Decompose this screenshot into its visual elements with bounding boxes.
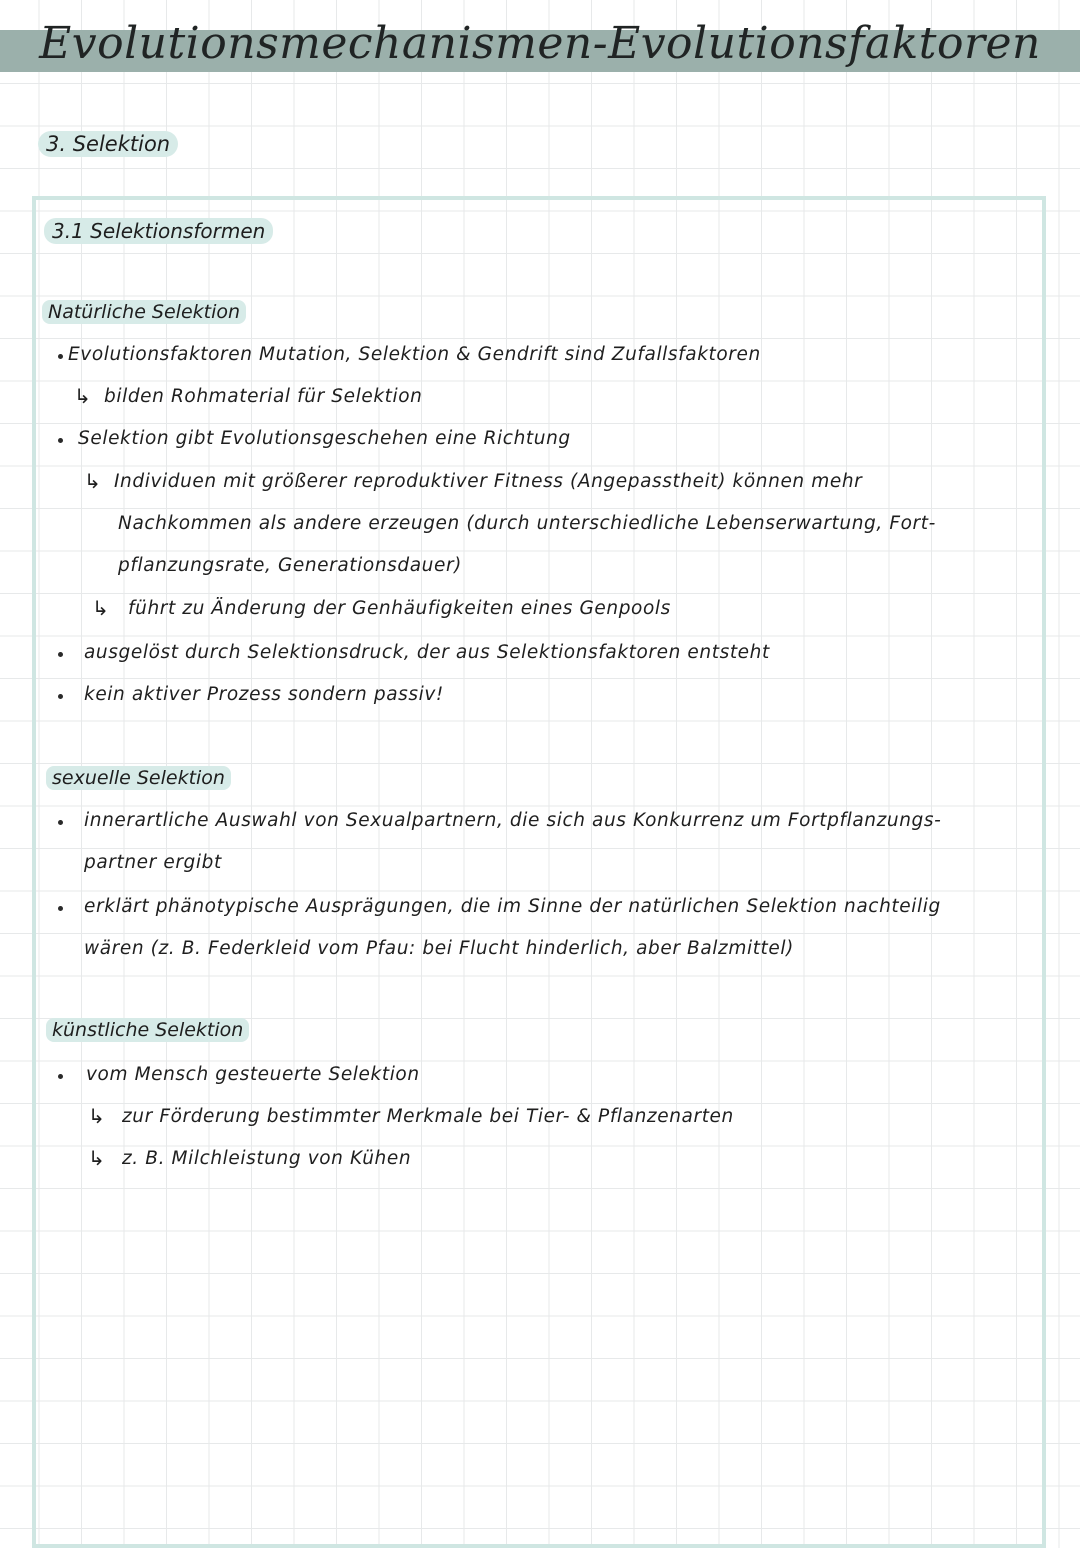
natural-bullet-2-sub-2: führt zu Änderung der Genhäufigkeiten eines Genpools xyxy=(128,598,671,619)
artificial-bullet-1-sub-2: z. B. Milchleistung von Kühen xyxy=(122,1148,412,1169)
arrow-icon: ↳ xyxy=(74,384,91,408)
natural-bullet-2-sub-1-line-1: Individuen mit größerer reproduktiver Fitness (Angepasstheit) können mehr xyxy=(114,471,863,492)
natural-bullet-2-sub-1-line-3: pflanzungsrate, Generationsdauer) xyxy=(118,555,462,576)
arrow-icon: ↳ xyxy=(84,469,101,493)
bullet xyxy=(58,906,63,911)
natural-bullet-3: ausgelöst durch Selektionsdruck, der aus Selektionsfaktoren entsteht xyxy=(84,642,770,663)
sexual-bullet-2-line-2: wären (z. B. Federkleid vom Pfau: bei Flucht hinderlich, aber Balzmittel) xyxy=(84,938,794,959)
page-title: Evolutionsmechanismen-Evolutionsfaktoren xyxy=(39,18,1041,69)
natural-bullet-4: kein aktiver Prozess sondern passiv! xyxy=(84,684,444,705)
sexual-bullet-1-line-2: partner ergibt xyxy=(84,852,222,873)
bullet xyxy=(58,1074,63,1079)
natural-bullet-1-sub-1: bilden Rohmaterial für Selektion xyxy=(104,386,423,407)
subsection-heading: 3.1 Selektionsformen xyxy=(44,218,273,244)
bullet xyxy=(58,820,63,825)
bullet xyxy=(58,694,63,699)
artificial-selection-heading: künstliche Selektion xyxy=(46,1018,249,1042)
bullet xyxy=(58,438,63,443)
section-heading: 3. Selektion xyxy=(38,131,178,157)
sexual-bullet-1-line-1: innerartliche Auswahl von Sexualpartnern, die sich aus Konkurrenz um Fortpflanzungs- xyxy=(84,810,942,831)
natural-bullet-2: Selektion gibt Evolutionsgeschehen eine Richtung xyxy=(78,428,571,449)
bullet xyxy=(58,354,63,359)
arrow-icon: ↳ xyxy=(88,1146,105,1170)
arrow-icon: ↳ xyxy=(92,596,109,620)
sexual-bullet-2-line-1: erklärt phänotypische Ausprägungen, die im Sinne der natürlichen Selektion nachteilig xyxy=(84,896,941,917)
natural-bullet-1: Evolutionsfaktoren Mutation, Selektion & Gendrift sind Zufallsfaktoren xyxy=(68,344,761,365)
artificial-bullet-1-sub-1: zur Förderung bestimmter Merkmale bei Tier- & Pflanzenarten xyxy=(122,1106,734,1127)
bullet xyxy=(58,652,63,657)
natural-selection-heading: Natürliche Selektion xyxy=(42,300,246,324)
artificial-bullet-1: vom Mensch gesteuerte Selektion xyxy=(86,1064,420,1085)
natural-bullet-2-sub-1-line-2: Nachkommen als andere erzeugen (durch unterschiedliche Lebenserwartung, Fort- xyxy=(118,513,936,534)
arrow-icon: ↳ xyxy=(88,1104,105,1128)
sexual-selection-heading: sexuelle Selektion xyxy=(46,766,231,790)
